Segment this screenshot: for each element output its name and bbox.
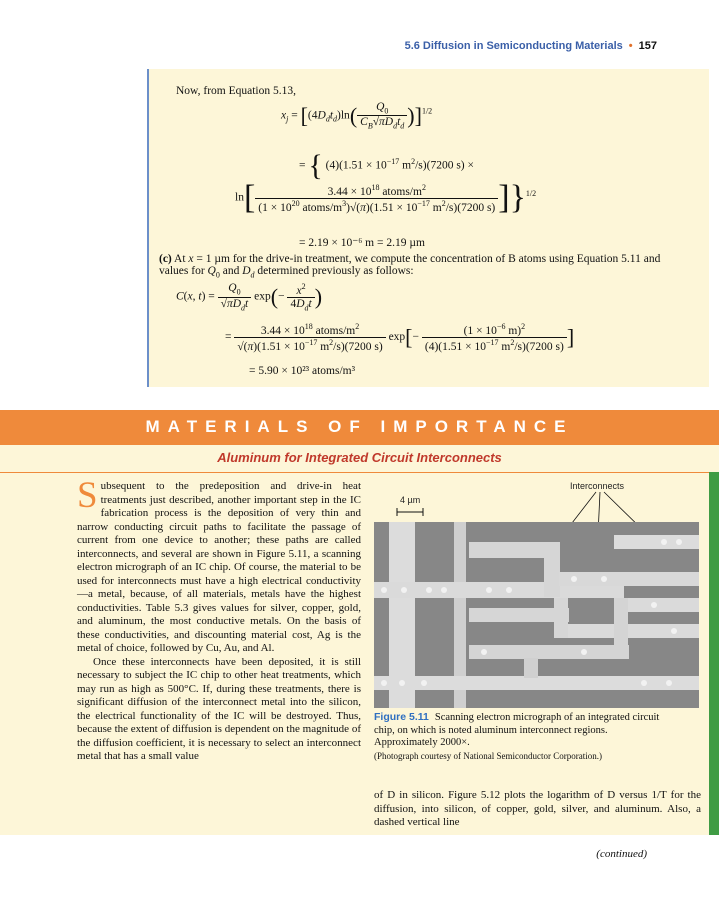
section-title: 5.6 Diffusion in Semiconducting Materials	[404, 40, 623, 52]
paragraph-1-text: ubsequent to the predeposition and drive-in heat treatments just described, another important step in the IC fabrication process is the deposition of very thin and narrow conducting circuit paths to facilitate the passage of current from one device to another; these paths are called interconnects, and several are shown in Figure 5.11, a scanning electron micrograph of an IC chip. Of course, the material to be used for interconnects must have a high electrical conductivity—a metal, because, of all materials, metals have the highest conductivities. Table 5.3 gives values for silver, copper, gold, and aluminum, the most conductive metals. On the basis of these conductivities, and discounting material cost, Ag is the metal of choice, followed by Cu, Au, and Al.	[77, 480, 361, 654]
paragraph-1	[77, 475, 361, 656]
materials-subtitle: Aluminum for Integrated Circuit Interconnects	[217, 450, 502, 465]
materials-banner	[0, 410, 719, 445]
figure-caption	[374, 711, 664, 763]
figure-number: Figure 5.11	[374, 711, 429, 723]
micrograph-image	[374, 522, 699, 708]
part-c-text: (c) At x = 1 µm for the drive-in treatment, we compute the concentration of B atoms using Equation 5.11 and values for $Q_0$ and $D_d$ determined previously as follows:	[159, 253, 661, 280]
equation-step-3: ln[ $\frac{3.44 \times 10^{18} atoms/m^2}{(1 \times 10^{20} atoms/m^3)√(\pi)(1.51 \times 10^{-17} m^2/s)(7200 s)}$ ]}$^{1/2}$	[235, 179, 537, 216]
paragraph-2: Once these interconnects have been deposited, it is still necessary to subject the IC chip to other heat treatments, which may run as high as 500°C. If, during these treatments, there is significant diffusion of the interconnect metal into the silicon, the electrical functionality of the IC will be destroyed. Thus, because the extent of diffusion is dependent on the magnitude of the diffusion coefficient, it is necessary to select an interconnect metal that has a small value	[77, 655, 361, 762]
worked-example-box	[147, 69, 709, 387]
result-xj: = 2.19 × 10⁻⁶ m = 2.19 µm	[299, 237, 425, 249]
scale-bar-label: 4 µm	[400, 495, 421, 505]
page-number: 157	[638, 40, 657, 52]
part-c-text-1: At	[174, 253, 186, 265]
running-header	[405, 40, 657, 52]
drop-cap: S	[77, 475, 98, 516]
figure-5-11	[374, 480, 699, 710]
sem-micrograph	[374, 480, 699, 710]
materials-banner-title: MATERIALS OF IMPORTANCE	[145, 417, 574, 436]
part-c-text-4: determined previously as follows:	[257, 265, 414, 277]
body-text-right	[374, 789, 701, 830]
interconnects-label: Interconnects	[570, 481, 625, 491]
equation-step-2: = { $(4)(1.51 \times 10^{-17}$ $m^2/s)(7200$ s) ×	[299, 149, 474, 182]
continued-note: (continued)	[596, 848, 647, 860]
figure-credit: (Photograph courtesy of National Semiconductor Corporation.)	[374, 750, 602, 761]
part-c-text-3: Equation 5.11 and values for	[159, 253, 661, 277]
green-accent-bar	[709, 472, 719, 835]
bullet-separator: •	[628, 40, 633, 52]
figure-caption-text: Scanning electron micrograph of an integrated circuit chip, on which is noted aluminum interconnect regions. Approximately 2000×.	[374, 712, 660, 748]
result-c: = 5.90 × 10²³ atoms/m³	[249, 365, 356, 377]
part-c-text-2: for the drive-in treatment, we compute the concentration of B atoms using	[232, 253, 574, 265]
equation-c-step-2: = $\frac{3.44 \times 10^{18} atoms/m^2}{√(\pi)(1.51 \times 10^{-17} m^2/s)(7200 s)}$ exp[− $\frac{(1 \times 10^{-6} m)^2}{(4)(1.51 \times 10^{-17} m^2/s)(7200 s)}$ ]	[225, 322, 575, 353]
subtitle-rule	[0, 472, 719, 473]
part-c-label: (c)	[159, 253, 172, 265]
body-text-left	[77, 475, 361, 764]
example-intro: Now, from Equation 5.13,	[176, 85, 296, 97]
right-paragraph: of D in silicon. Figure 5.12 plots the logarithm of D versus 1/T for the diffusion, into silicon, of copper, gold, silver, and aluminum. Also, a dashed vertical line	[374, 789, 701, 828]
equation-xj: $x_j = [(4D_dt_d)\ln$( $\frac{Q_0}{C_B√\pi D_dt_d}$ )]$^{1/2}$	[281, 101, 433, 131]
equation-c: C(x, t) = $\frac{Q_0}{√\pi D_dt}$ exp(− $\frac{x^2}{4D_dt}$ )	[176, 282, 323, 313]
